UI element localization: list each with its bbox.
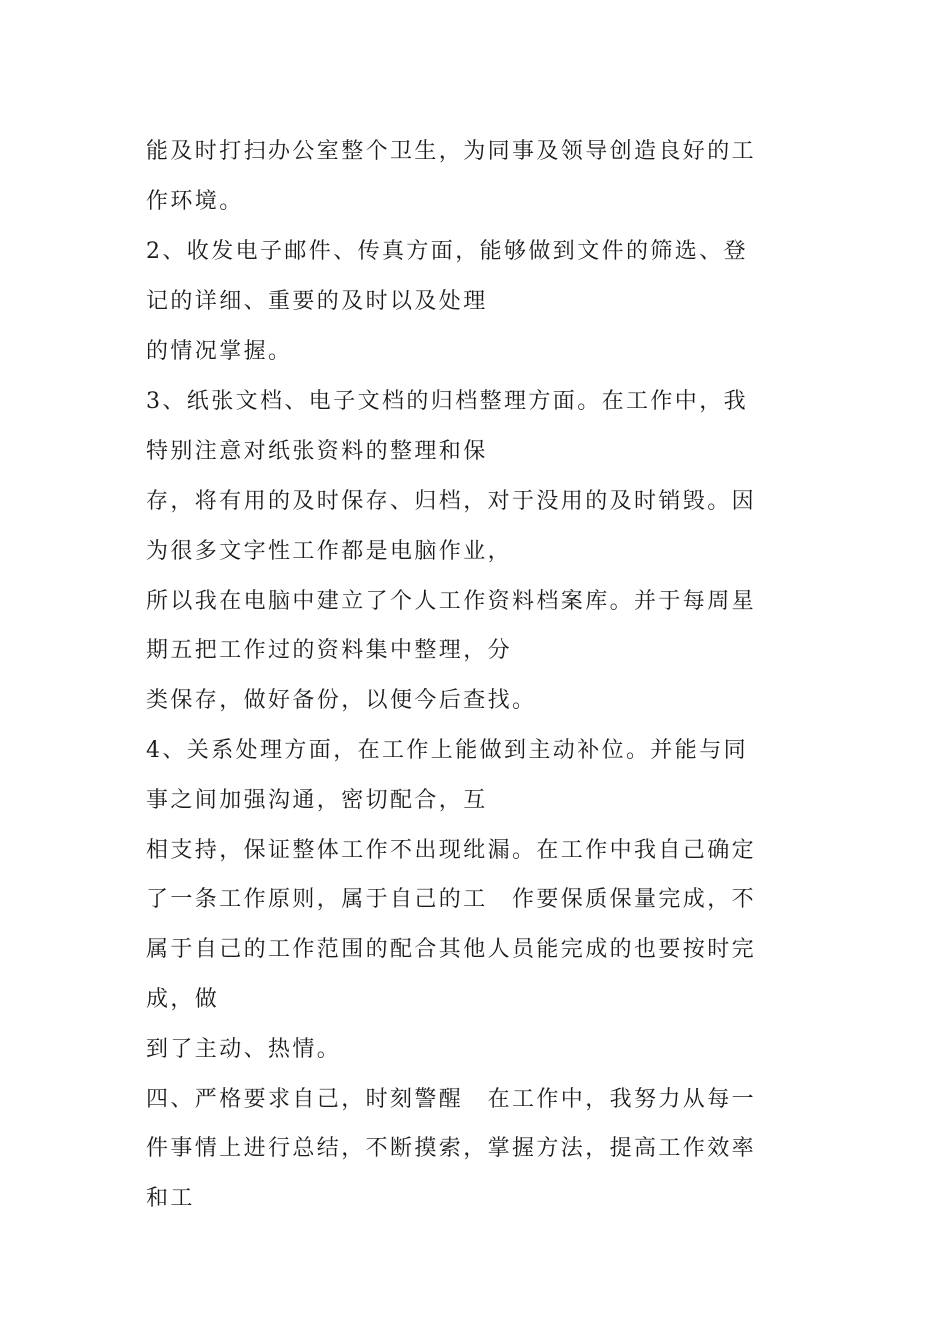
- text-line: 了一条工作原则，属于自己的工 作要保质保量完成，不: [146, 887, 757, 912]
- text-line: 3、纸张文档、电子文档的归档整理方面。在工作中，我: [146, 389, 748, 414]
- text-line: 特别注意对纸张资料的整理和保: [146, 439, 488, 464]
- text-line: 成，做: [146, 987, 220, 1012]
- text-line: 事之间加强沟通，密切配合，互: [146, 788, 488, 813]
- text-line: 到了主动、热情。: [146, 1037, 342, 1062]
- text-line: 作环境。: [146, 189, 244, 214]
- text-line: 记的详细、重要的及时以及处理: [146, 289, 488, 314]
- text-line: 和工: [146, 1186, 195, 1211]
- text-line: 的情况掌握。: [146, 339, 293, 364]
- text-line: 存，将有用的及时保存、归档，对于没用的及时销毁。因: [146, 489, 757, 514]
- text-line: 件事情上进行总结，不断摸索，掌握方法，提高工作效率: [146, 1136, 757, 1161]
- text-line: 期五把工作过的资料集中整理，分: [146, 638, 513, 663]
- text-line: 能及时打扫办公室整个卫生，为同事及领导创造良好的工: [146, 139, 757, 164]
- text-line: 属于自己的工作范围的配合其他人员能完成的也要按时完: [146, 937, 757, 962]
- text-line: 四、严格要求自己，时刻警醒 在工作中，我努力从每一: [146, 1087, 757, 1112]
- text-line: 2、收发电子邮件、传真方面，能够做到文件的筛选、登: [146, 239, 748, 264]
- text-line: 4、关系处理方面，在工作上能做到主动补位。并能与同: [146, 738, 748, 763]
- text-line: 为很多文字性工作都是电脑作业，: [146, 539, 513, 564]
- text-line: 相支持，保证整体工作不出现纰漏。在工作中我自己确定: [146, 838, 757, 863]
- text-line: 类保存，做好备份，以便今后查找。: [146, 688, 537, 713]
- text-line: 所以我在电脑中建立了个人工作资料档案库。并于每周星: [146, 589, 757, 614]
